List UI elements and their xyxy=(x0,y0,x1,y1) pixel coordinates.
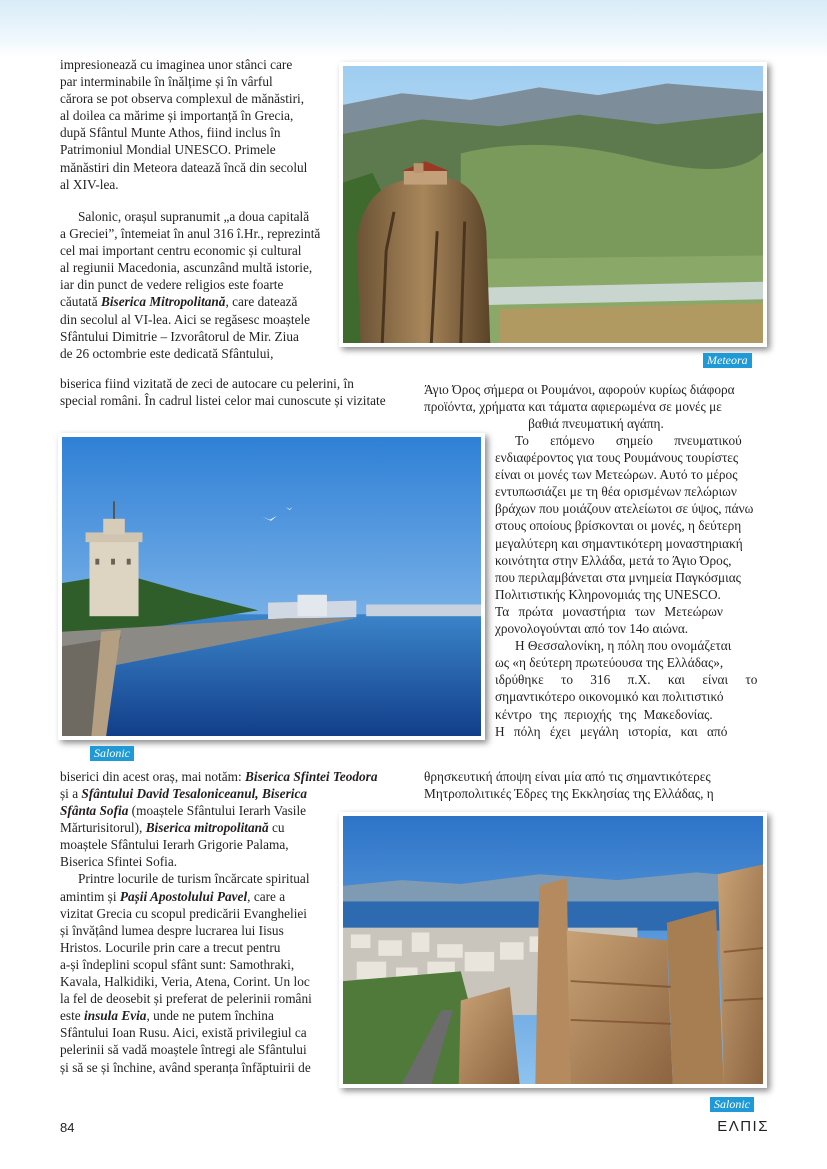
text-line: Salonic, orașul supranumit „a doua capitală xyxy=(78,209,310,224)
text-line: προϊόντα, χρήματα και τάματα αφιερωμένα σε μονές με xyxy=(424,399,722,415)
text-line: biserica fiind vizitată de zeci de autocare cu pelerini, în xyxy=(60,376,354,391)
gr-text-block-2 xyxy=(495,432,768,740)
text-line: de 26 octombrie este dedicată Sfântului, xyxy=(60,345,274,361)
ro-text-block-2-wide xyxy=(60,375,405,409)
text-line: este insula Evia, unde ne putem închina xyxy=(60,1008,274,1024)
text-line: a-și îndeplini scopul sfânt sunt: Samothraki, xyxy=(60,956,295,972)
text-line: amintim și Pașii Apostolului Pavel, care a xyxy=(60,888,286,904)
magazine-name: ΕΛΠΙΣ xyxy=(717,1118,769,1135)
top-header-band xyxy=(0,0,827,58)
ro-text-block-2 xyxy=(60,208,335,362)
text-line: impresionează cu imaginea unor stânci care xyxy=(60,57,293,72)
church-name: Biserica Sfintei Teodora xyxy=(245,769,378,784)
text-line: Mărturisitorul), Biserica mitropolitană cu xyxy=(60,820,285,836)
page-number: 84 xyxy=(60,1120,75,1135)
text-line: biserici din acest oraș, mai notăm: Biserica Sfintei Teodora xyxy=(60,769,378,784)
ro-text-block-1 xyxy=(60,56,335,193)
text-line: după Sfântul Munte Athos, fiind inclus în xyxy=(60,125,281,141)
text-line: și învățând lumea despre lucrarea lui Iisus xyxy=(60,922,284,938)
text-line: Μητροπολιτικές Έδρες της Εκκλησίας της Ελλάδας, η xyxy=(424,786,714,802)
text-line: σημαντικότερο οικονομικό και πολιτιστικό xyxy=(495,689,724,705)
gr-text-block-1 xyxy=(424,381,768,432)
church-name: Biserica Mitropolitană xyxy=(100,294,226,310)
text-line: ιδρύθηκε το 316 π.Χ. και είναι το xyxy=(495,672,758,688)
text-line: στους οποίους βρίσκονται οι μονές, η δεύτερη xyxy=(495,518,742,534)
place-name: insula Evia xyxy=(84,1008,147,1024)
text-line: a Greciei”, întemeiat în anul 316 î.Hr., reprezintă xyxy=(60,226,321,242)
text-line: που περιλαμβάνεται στα μνημεία Παγκόσμιας xyxy=(495,569,741,585)
text-line: par interminabile în înălțime și în vârful xyxy=(60,74,273,90)
text-line: Το επόμενο σημείο πνευματικού xyxy=(515,433,742,448)
ro-text-block-3b xyxy=(60,785,335,1076)
meteora-caption: Meteora xyxy=(703,353,752,368)
text-line: Άγιο Όρος σήμερα οι Ρουμάνοι, αφορούν κυρίως διάφορα xyxy=(424,382,735,397)
text-line: la fel de deosebit și preferat de pelerinii români xyxy=(60,991,312,1007)
text-line: Sfânta Sofia (moaștele Sfântului Ierarh Vasile xyxy=(60,803,307,819)
text-line: Hristos. Locurile prin care a trecut pentru xyxy=(60,939,281,955)
text-line: moaștele Sfântului Ierarh Grigorie Palama, xyxy=(60,837,289,853)
text-line: Η Θεσσαλονίκη, η πόλη που ονομάζεται xyxy=(515,638,732,654)
ro-text-block-3 xyxy=(60,768,405,785)
white-tower-photo xyxy=(58,433,485,740)
text-line: Τα πρώτα μοναστήρια των Μετεώρων xyxy=(495,603,723,619)
text-line: βράχων που μοιάζουν ατελείωτοι σε ύψος, πάνω xyxy=(495,501,754,517)
text-line: și să se și închine, având speranța înfăptuirii de xyxy=(60,1059,311,1075)
text-line: iar din punct de vedere religios este foarte xyxy=(60,277,284,293)
text-line: κοινότητα στην Ελλάδα, μετά το Άγιο Όρος, xyxy=(495,552,732,568)
text-line: ενδιαφέροντος για τους Ρουμάνους τουρίστες xyxy=(495,450,739,466)
text-line: Sfântului Dimitrie – Izvorâtorul de Mir. Ziua xyxy=(60,328,299,344)
text-line: είναι οι μονές των Μετεώρων. Αυτό το μέρος xyxy=(495,467,738,483)
text-line: μεγαλύτερη και σημαντικότερη μοναστηριακή xyxy=(495,535,743,551)
text-line: χρονολογούνται από τον 14ο αιώνα. xyxy=(495,621,689,637)
text-line: special români. În cadrul listei celor mai cunoscute și vizitate xyxy=(60,393,386,409)
text-line: Printre locurile de turism încărcate spiritual xyxy=(78,871,310,887)
text-line: al regiunii Macedonia, ascunzând multă istorie, xyxy=(60,260,313,276)
white-tower-image xyxy=(62,437,481,736)
text-line: pelerinii să vadă moaștele întregi ale Sfântului xyxy=(60,1042,307,1058)
text-line: θρησκευτική άποψη είναι μία από τις σημαντικότερες xyxy=(424,769,711,784)
meteora-photo xyxy=(339,62,767,347)
text-line: căutată Biserica Mitropolitană, care datează xyxy=(60,294,298,310)
text-line: Patrimoniul Mondial UNESCO. Primele xyxy=(60,142,276,158)
text-line: Kavala, Halkidiki, Veria, Atena, Corint. Un loc xyxy=(60,974,310,990)
salonic-walls-caption: Salonic xyxy=(710,1097,754,1112)
text-line: Πολιτιστικής Κληρονομιάς της UNESCO. xyxy=(495,586,721,602)
salonic-tower-caption: Salonic xyxy=(90,746,134,761)
salonic-walls-photo xyxy=(339,812,767,1088)
text-line: din secolul al VI-lea. Aici se regăsesc moaștele xyxy=(60,311,311,327)
text-line: Η πόλη έχει μεγάλη ιστορία, και από xyxy=(495,723,728,739)
text-line: al XIV-lea. xyxy=(60,176,119,192)
church-name: Biserica mitropolitană xyxy=(145,820,269,836)
text-line: cel mai important centru economic și cultural xyxy=(60,243,302,259)
text-line: κέντρο της περιοχής της Μακεδονίας. xyxy=(495,706,713,722)
text-line: și a Sfântului David Tesaloniceanul, Biserica xyxy=(60,786,308,801)
church-name: Sfânta Sofia xyxy=(60,803,129,819)
church-name: Sfântului David Tesaloniceanul, Biserica xyxy=(81,786,308,801)
text-line: βαθιά πνευματική αγάπη. xyxy=(528,416,664,432)
text-line: vizitat Grecia cu scopul predicării Evangheliei xyxy=(60,905,307,921)
text-line: εντυπωσιάζει με τη θέα ορισμένων πελώριων xyxy=(495,484,737,500)
text-line: Sfântului Ioan Rusu. Aici, există privilegiul ca xyxy=(60,1025,307,1041)
gr-text-block-3 xyxy=(424,768,768,802)
text-line: al doilea ca mărime și importanță în Grecia, xyxy=(60,108,294,124)
text-line: ως «η δεύτερη πρωτεύουσα της Ελλάδας», xyxy=(495,655,724,671)
salonic-walls-image xyxy=(343,816,763,1084)
text-line: Biserica Sfintei Sofia. xyxy=(60,854,178,870)
place-name: Pașii Apostolului Pavel xyxy=(119,888,248,904)
meteora-image xyxy=(343,66,763,343)
text-line: mănăstiri din Meteora datează încă din secolul xyxy=(60,159,308,175)
text-line: cărora se pot observa complexul de mănăstiri, xyxy=(60,91,305,107)
